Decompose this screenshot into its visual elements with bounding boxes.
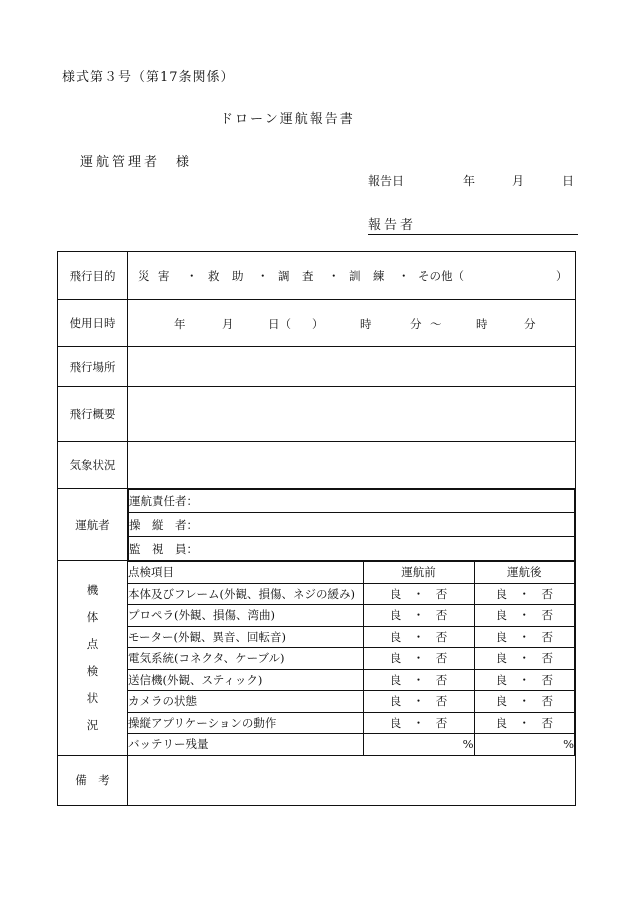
after-check[interactable]: [474, 626, 575, 648]
check-sep: ・: [518, 715, 530, 730]
purpose-other: その他（: [418, 269, 464, 283]
ok-mark[interactable]: 良: [495, 608, 507, 623]
report-day-label: 日: [562, 174, 575, 188]
before-check[interactable]: [363, 648, 474, 670]
inspection-item-row: [128, 583, 575, 605]
remarks-row: [58, 755, 576, 805]
before-check[interactable]: [363, 583, 474, 605]
report-date-label: 報告日: [368, 174, 405, 188]
ok-mark[interactable]: 良: [495, 629, 507, 644]
inspection-label: [58, 561, 128, 756]
date-year: 年: [174, 317, 186, 331]
purpose-survey-1: 調: [278, 269, 290, 283]
before-check[interactable]: [363, 605, 474, 627]
ok-mark[interactable]: 良: [495, 651, 507, 666]
crew-row: [58, 489, 576, 561]
ok-mark[interactable]: 良: [389, 694, 402, 709]
inspection-char-3: 点: [86, 636, 99, 651]
inspection-item: 本体及びフレーム(外観、損傷、ネジの緩み): [128, 583, 363, 605]
place-row: [58, 347, 576, 387]
ng-mark[interactable]: 否: [541, 608, 553, 623]
purpose-rescue-1: 救: [208, 269, 220, 283]
inspection-char-4: 検: [86, 663, 99, 678]
check-sep: ・: [518, 608, 530, 623]
ok-mark[interactable]: 良: [389, 672, 402, 687]
crew-label: 運航者: [58, 489, 128, 561]
ng-mark[interactable]: 否: [541, 629, 553, 644]
crew-manager-field[interactable]: [129, 490, 575, 513]
inspection-item-row: [128, 691, 575, 713]
purpose-sep-3: ・: [328, 269, 340, 283]
purpose-sep-4: ・: [398, 269, 410, 283]
check-sep: ・: [518, 672, 530, 687]
percent-sign: %: [462, 737, 474, 752]
check-sep: ・: [412, 629, 425, 644]
battery-after-field[interactable]: [474, 734, 575, 755]
inspection-header-row: [128, 562, 575, 584]
remarks-field[interactable]: [128, 755, 576, 805]
ok-mark[interactable]: 良: [389, 715, 402, 730]
purpose-close-paren: ）: [556, 269, 568, 283]
date-day: 日（: [268, 317, 291, 331]
ok-mark[interactable]: 良: [389, 651, 402, 666]
ok-mark[interactable]: 良: [495, 672, 507, 687]
inspection-item: モーター(外観、異音、回転音): [128, 626, 363, 648]
inspection-char-6: 況: [86, 717, 99, 732]
ng-mark[interactable]: 否: [541, 672, 553, 687]
after-check[interactable]: [474, 712, 575, 734]
reporter-label: 報告者: [368, 218, 417, 233]
inspection-item: 操縦アプリケーションの動作: [128, 712, 363, 734]
ng-mark[interactable]: 否: [435, 694, 448, 709]
ng-mark[interactable]: 否: [541, 586, 553, 601]
check-sep: ・: [412, 651, 425, 666]
inspection-item-header: 点検項目: [128, 562, 363, 584]
check-sep: ・: [412, 608, 425, 623]
ok-mark[interactable]: 良: [389, 608, 402, 623]
ng-mark[interactable]: 否: [541, 715, 553, 730]
battery-row: [128, 734, 575, 755]
ok-mark[interactable]: 良: [495, 715, 507, 730]
purpose-training-2: 練: [373, 269, 385, 283]
percent-sign: %: [563, 737, 574, 752]
report-year-label: 年: [463, 174, 476, 188]
check-sep: ・: [518, 586, 530, 601]
inspection-item-row: [128, 669, 575, 691]
ok-mark[interactable]: 良: [495, 694, 507, 709]
crew-pilot-label: 操 縦 者：: [129, 517, 198, 532]
check-sep: ・: [412, 672, 425, 687]
after-check[interactable]: [474, 605, 575, 627]
inspection-before-header: 運航前: [363, 562, 474, 584]
purpose-training-1: 訓: [349, 269, 361, 283]
purpose-survey-2: 査: [302, 269, 314, 283]
reporter-line[interactable]: [368, 214, 578, 235]
weather-label: 気象状況: [58, 442, 128, 489]
form-number: 様式第３号（第17条関係）: [62, 70, 235, 85]
ng-mark[interactable]: 否: [435, 586, 448, 601]
summary-label: 飛行概要: [58, 387, 128, 442]
inspection-item-row: [128, 626, 575, 648]
remarks-label: 備 考: [58, 755, 128, 805]
after-check[interactable]: [474, 691, 575, 713]
before-check[interactable]: [363, 691, 474, 713]
date-row: [58, 300, 576, 347]
purpose-row: [58, 252, 576, 300]
date-hour-start: 時: [360, 317, 372, 331]
ng-mark[interactable]: 否: [541, 694, 553, 709]
purpose-sep-2: ・: [257, 269, 269, 283]
check-sep: ・: [412, 715, 425, 730]
crew-pilot-field[interactable]: [129, 513, 575, 537]
check-sep: ・: [518, 629, 530, 644]
ng-mark[interactable]: 否: [435, 608, 448, 623]
ok-mark[interactable]: 良: [495, 586, 507, 601]
ok-mark[interactable]: 良: [389, 629, 402, 644]
before-check[interactable]: [363, 669, 474, 691]
place-label: 飛行場所: [58, 347, 128, 387]
date-close-paren: ）: [312, 317, 324, 331]
crew-observer-label: 監 視 員：: [129, 541, 198, 556]
report-form-table: [57, 251, 576, 806]
check-sep: ・: [412, 694, 425, 709]
check-sep: ・: [412, 586, 425, 601]
inspection-item-row: [128, 712, 575, 734]
summary-row: [58, 387, 576, 442]
inspection-char-1: 機: [86, 582, 99, 597]
report-month-label: 月: [512, 174, 525, 188]
weather-row: [58, 442, 576, 489]
date-hour-end: 時: [476, 317, 488, 331]
ng-mark[interactable]: 否: [435, 651, 448, 666]
check-sep: ・: [518, 651, 530, 666]
inspection-item-row: [128, 605, 575, 627]
crew-table: [128, 489, 575, 560]
date-minute-start: 分: [410, 317, 422, 331]
inspection-char-2: 体: [86, 609, 99, 624]
purpose-label: 飛行目的: [58, 252, 128, 300]
summary-field[interactable]: [128, 387, 576, 442]
date-month: 月: [222, 317, 234, 331]
purpose-rescue-2: 助: [232, 269, 244, 283]
ng-mark[interactable]: 否: [435, 629, 448, 644]
date-minute-end: 分: [524, 317, 536, 331]
before-check[interactable]: [363, 626, 474, 648]
inspection-char-5: 状: [86, 690, 99, 705]
after-check[interactable]: [474, 583, 575, 605]
inspection-item: カメラの状態: [128, 691, 363, 713]
check-sep: ・: [518, 694, 530, 709]
ng-mark[interactable]: 否: [541, 651, 553, 666]
inspection-item: 電気系統(コネクタ、ケーブル): [128, 648, 363, 670]
weather-field[interactable]: [128, 442, 576, 489]
date-tilde: ～: [430, 317, 442, 331]
purpose-disaster-2: 害: [158, 269, 170, 283]
inspection-row: [58, 561, 576, 756]
place-field[interactable]: [128, 347, 576, 387]
purpose-field[interactable]: [128, 252, 576, 300]
ng-mark[interactable]: 否: [435, 672, 448, 687]
battery-label: バッテリー残量: [128, 734, 363, 755]
purpose-sep-1: ・: [186, 269, 198, 283]
inspection-item: プロペラ(外観、損傷、湾曲): [128, 605, 363, 627]
date-field[interactable]: [128, 300, 576, 347]
inspection-after-header: 運航後: [474, 562, 575, 584]
inspection-item-row: [128, 648, 575, 670]
before-check[interactable]: [363, 712, 474, 734]
ng-mark[interactable]: 否: [435, 715, 448, 730]
addressee: 運航管理者 様: [80, 155, 193, 170]
date-label: 使用日時: [58, 300, 128, 347]
after-check[interactable]: [474, 669, 575, 691]
purpose-disaster-1: 災: [138, 269, 150, 283]
inspection-item: 送信機(外観、スティック): [128, 669, 363, 691]
crew-observer-field[interactable]: [129, 537, 575, 561]
crew-manager-label: 運航責任者：: [129, 494, 198, 508]
document-title: ドローン運航報告書: [220, 112, 355, 127]
after-check[interactable]: [474, 648, 575, 670]
ok-mark[interactable]: 良: [389, 586, 402, 601]
battery-before-field[interactable]: [363, 734, 474, 755]
inspection-table: [128, 561, 575, 755]
